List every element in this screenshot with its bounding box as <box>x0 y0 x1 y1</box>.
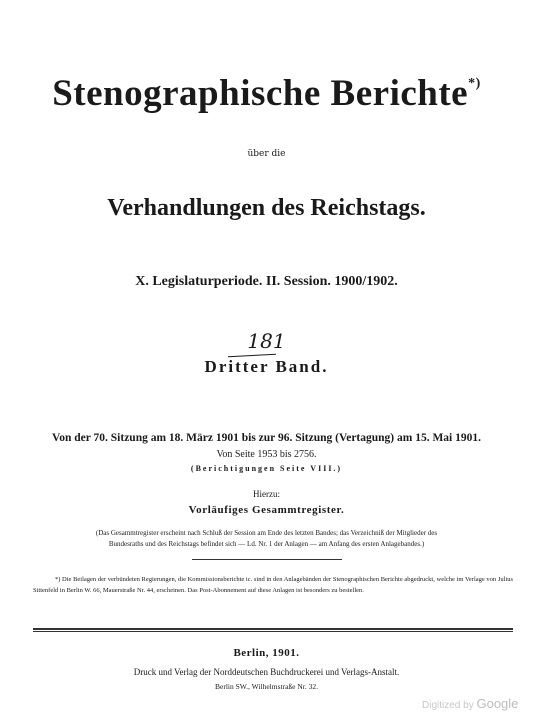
footnote-annexes: *) Die Beilagen der verbündeten Regierungen, die Kommissionsberichte ic. sind in den Anlagebänden der Stenographischen Berichte abgedruckt, welche im Verlage von Julius Sittenfeld in Berlin W. 66, Mauerstraße Nr. 44, erscheinen. Das Post-Abonnement auf diese Anlagen ist besonders zu bestellen. <box>33 576 513 594</box>
printer-line: Druck und Verlag der Norddeutschen Buchdruckerei und Verlags-Anstalt. <box>133 667 400 677</box>
general-register-title: Vorläufiges Gesammtregister. <box>188 504 345 516</box>
legislative-period: X. Legislaturperiode. II. Session. 1900/1902. <box>135 274 398 289</box>
volume-label: Dritter Band. <box>204 357 329 376</box>
title-footnote-mark: *) <box>468 76 481 91</box>
register-note-line-2: Bundesraths und des Reichstags befindet sich — Ld. Nr. 1 der Anlagen — am Anfang des ersten Anlagebandes.) <box>108 540 425 548</box>
main-title <box>0 72 533 115</box>
hierzu-label: Hierzu: <box>253 489 280 499</box>
subtitle-verhandlungen: Verhandlungen des Reichstags. <box>107 195 426 221</box>
sitting-range: Von der 70. Sitzung am 18. März 1901 bis zur 96. Sitzung (Vertagung) am 15. Mai 1901. <box>51 432 482 444</box>
page-range: Von Seite 1953 bis 2756. <box>216 449 317 460</box>
watermark-prefix: Digitized by <box>422 700 474 711</box>
register-note-line-1: (Das Gesammtregister erscheint nach Schluß der Session am Ende des letzten Bandes; das Verzeichniß der Mitglieder des <box>95 529 438 537</box>
place-year: Berlin, 1901. <box>233 647 300 659</box>
printer-address: Berlin SW., Wilhelmstraße Nr. 32. <box>214 682 319 691</box>
bottom-divider-top <box>33 628 513 630</box>
digitized-watermark <box>422 696 518 711</box>
handwritten-volume-number: 181 <box>247 329 286 353</box>
ueber-die: über die <box>247 149 286 159</box>
bottom-divider-bottom <box>33 631 513 632</box>
main-title-text: Stenographische Berichte <box>52 73 469 114</box>
watermark-brand: Google <box>476 696 519 711</box>
short-divider <box>192 559 342 560</box>
register-note <box>0 528 533 550</box>
corrections-note: (Berichtigungen Seite VIII.) <box>190 464 343 473</box>
